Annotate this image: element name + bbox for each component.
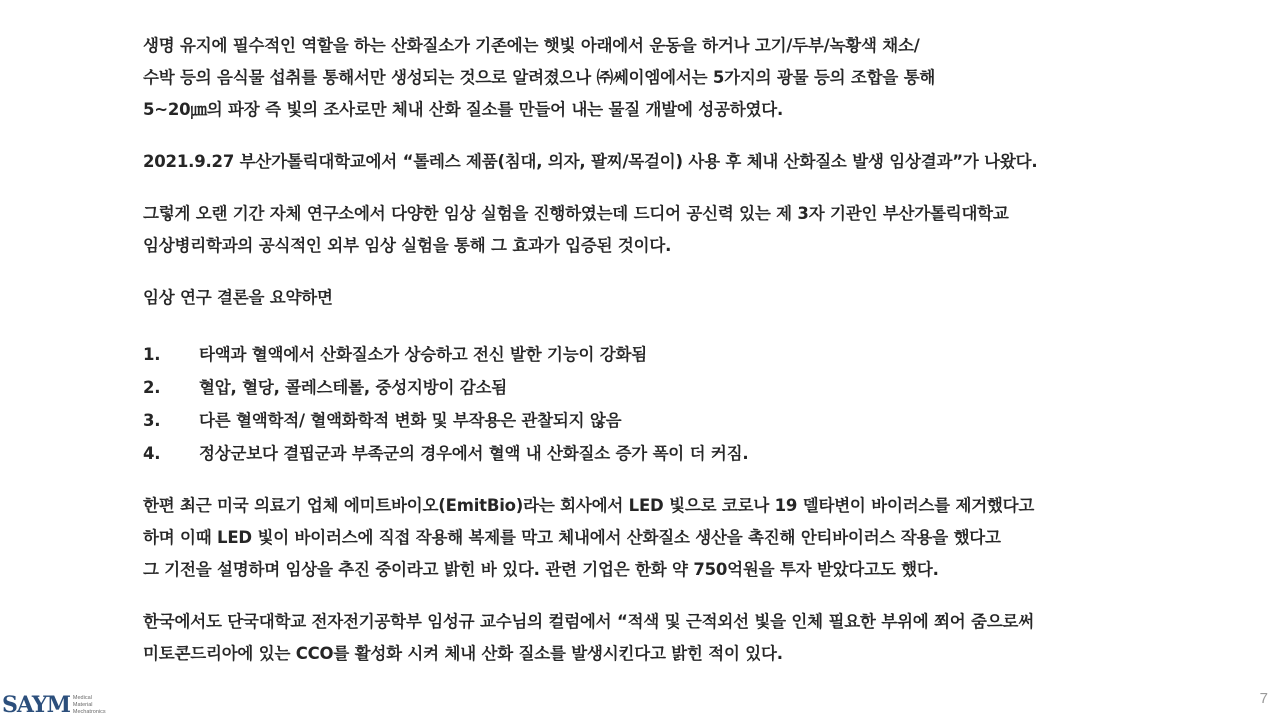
list-text: 정상군보다 결핍군과 부족군의 경우에서 혈액 내 산화질소 증가 폭이 더 커짐. [199,444,749,463]
text-line: 2021.9.27 부산가톨릭대학교에서 “톨레스 제품(침대, 의자, 팔찌/목걸이) 사용 후 체내 산화질소 발생 임상결과”가 나왔다. [143,152,1038,171]
text-line: 한편 최근 미국 의료기 업체 에미트바이오(EmitBio)라는 회사에서 LED 빛으로 코로나 19 델타변이 바이러스를 제거했다고 [143,496,1035,515]
paragraph-emitbio [143,490,1243,586]
list-item [143,338,1243,371]
list-item [143,371,1243,404]
list-item [143,437,1243,470]
logo-wordmark: SAYM [2,692,70,718]
text-line: 그렇게 오랜 기간 자체 연구소에서 다양한 임상 실험을 진행하였는데 드디어 공신력 있는 제 3자 기관인 부산가톨릭대학교 [143,204,1009,223]
list-text: 타액과 혈액에서 산화질소가 상승하고 전신 발한 기능이 강화됨 [199,345,648,364]
document-body [143,30,1243,670]
conclusion-list [143,338,1243,470]
list-number: 1. [143,345,161,364]
paragraph-summary-heading [143,282,1243,314]
list-number: 3. [143,411,161,430]
paragraph-dankook [143,606,1243,670]
text-line: 한국에서도 단국대학교 전자전기공학부 임성규 교수님의 컬럼에서 “적색 및 근적외선 빛을 인체 필요한 부위에 쬐어 줌으로써 [143,612,1034,631]
text-line: 수박 등의 음식물 섭취를 통해서만 생성되는 것으로 알려졌으나 ㈜쎄이엠에서는 5가지의 광물 등의 조합을 통해 [143,68,936,87]
paragraph-intro [143,30,1243,126]
paragraph-clinical-result [143,146,1243,178]
page-number: 7 [1259,690,1268,707]
text-line: 5~20㎛의 파장 즉 빛의 조사로만 체내 산화 질소를 만들어 내는 물질 개발에 성공하였다. [143,100,784,119]
company-logo [2,688,106,718]
list-number: 4. [143,444,161,463]
logo-tagline-line: Material [72,702,93,708]
text-line: 하며 이때 LED 빛이 바이러스에 직접 작용해 복제를 막고 체내에서 산화질소 생산을 촉진해 안티바이러스 작용을 했다고 [143,528,1001,547]
paragraph-verification [143,198,1243,262]
logo-tagline-line: Medical [72,695,92,701]
list-number: 2. [143,378,161,397]
list-item [143,404,1243,437]
logo-tagline [73,695,106,716]
summary-heading: 임상 연구 결론을 요약하면 [143,288,333,307]
text-line: 그 기전을 설명하며 임상을 추진 중이라고 밝힌 바 있다. 관련 기업은 한화 약 750억원을 투자 받았다고도 했다. [143,560,939,579]
list-text: 다른 혈액학적/ 혈액화학적 변화 및 부작용은 관찰되지 않음 [199,411,622,430]
text-line: 생명 유지에 필수적인 역할을 하는 산화질소가 기존에는 햇빛 아래에서 운동을 하거나 고기/두부/녹황색 채소/ [143,36,920,55]
text-line: 미토콘드리아에 있는 CCO를 활성화 시켜 체내 산화 질소를 발생시킨다고 밝힌 적이 있다. [143,644,783,663]
logo-tagline-line: Mechatronics [72,709,106,715]
text-line: 임상병리학과의 공식적인 외부 임상 실험을 통해 그 효과가 입증된 것이다. [143,236,672,255]
list-text: 혈압, 혈당, 콜레스테롤, 중성지방이 감소됨 [199,378,507,397]
